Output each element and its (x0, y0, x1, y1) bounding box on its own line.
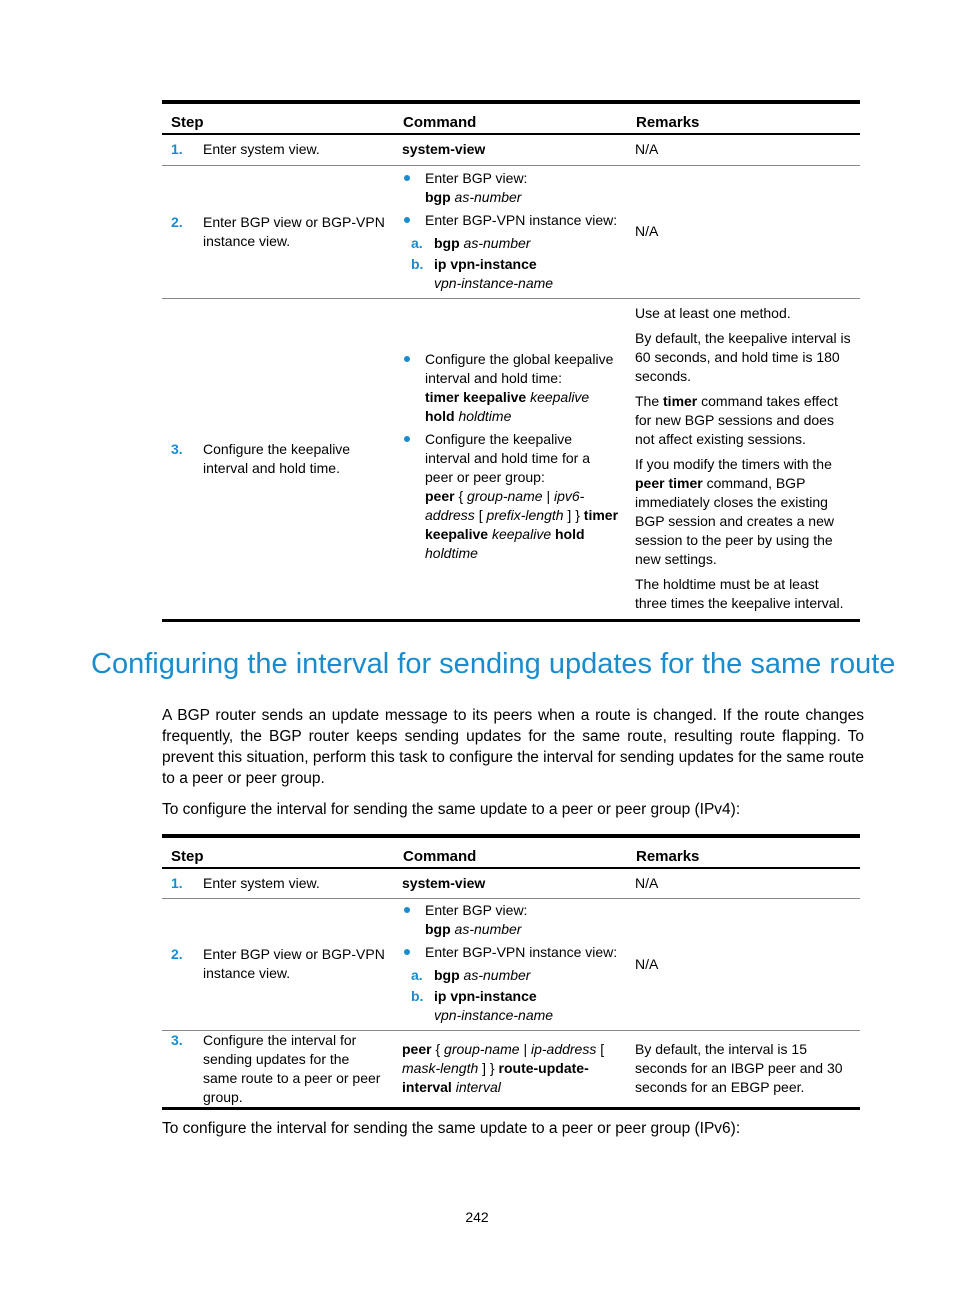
command-argument: as-number (463, 967, 531, 983)
header-command: Command (394, 836, 627, 868)
header-remarks: Remarks (627, 102, 860, 134)
remarks-text: N/A (635, 223, 659, 239)
table-row (162, 898, 860, 1030)
bullet-item: Enter BGP-VPN instance view: (402, 211, 621, 230)
header-step: Step (162, 836, 394, 868)
keepalive-config-table (162, 100, 860, 622)
header-command: Command (394, 102, 627, 134)
command-argument: vpn-instance-name (434, 274, 554, 291)
command-keyword: ip vpn-instance (434, 255, 537, 272)
page-number: 242 (465, 1209, 489, 1225)
sub-step: a. bgp as-number (411, 234, 531, 251)
header-remarks: Remarks (627, 836, 860, 868)
update-interval-table (162, 834, 860, 1110)
command-keyword: bgp (434, 967, 460, 983)
command-keyword: bgp (425, 921, 451, 937)
bullet-item: Enter BGP-VPN instance view: (402, 943, 621, 962)
bullet-item: Configure the global keepalive interval and hold time: timer keepalive keepalive hold holdtime (402, 350, 621, 426)
ipv4-intro-paragraph: To configure the interval for sending the same update to a peer or peer group (IPv4): (162, 801, 741, 818)
step-text: Enter system view. (203, 874, 320, 891)
sub-step: b. ip vpn-instance vpn-instance-name (411, 255, 554, 291)
bullet-item: Enter BGP view: bgp as-number (402, 169, 621, 207)
remarks-text: N/A (635, 955, 659, 972)
bullet-item: Enter BGP view: bgp as-number (402, 901, 621, 939)
step-number: 1. (171, 874, 183, 891)
step-text: Configure the keepalive interval and hold time. (203, 440, 351, 476)
command-syntax: peer { group-name | ip-address [ mask-length ] } route-update-interval interval (402, 1041, 605, 1095)
remarks-text: N/A (635, 874, 659, 891)
sub-step: b. ip vpn-instance vpn-instance-name (411, 988, 554, 1023)
command-argument: vpn-instance-name (434, 1007, 554, 1023)
table-row (162, 1030, 860, 1108)
command-keyword: bgp (425, 188, 451, 205)
table-row (162, 868, 860, 898)
section-heading: Configuring the interval for sending updates for the same route (91, 648, 896, 680)
command-keyword: bgp (434, 234, 460, 251)
ipv6-intro-paragraph: To configure the interval for sending the same update to a peer or peer group (IPv6): (162, 1120, 741, 1137)
step-text: Enter BGP view or BGP-VPN instance view. (203, 946, 385, 981)
step-text: Enter system view. (203, 141, 320, 158)
step-number: 2. (171, 946, 183, 962)
remarks-text: N/A (635, 141, 659, 158)
step-number: 3. (171, 1031, 183, 1048)
command-keyword: system-view (402, 874, 486, 891)
step-number: 1. (171, 141, 183, 158)
command-keyword: ip vpn-instance (434, 988, 537, 1004)
table-row (162, 165, 860, 298)
sub-step: a. bgp as-number (411, 967, 531, 983)
header-step: Step (162, 102, 394, 134)
command-keyword: system-view (402, 141, 486, 158)
remarks-text: Use at least one method. By default, the keepalive interval is 60 seconds, and hold time is 180 seconds. The timer command takes effect for new BGP sessions and does not affect existing sessions. If you modify the timers with the peer timer command, BGP immediately closes the existing BGP session and creates a new session to the peer by using the new settings. The holdtime must be at least three times the keepalive interval. (635, 305, 851, 611)
bullet-item: Configure the keepalive interval and hold time for a peer or peer group: peer { group-name | ipv6-address [ prefix-length ] } timer keepalive keepalive hold holdtime (402, 430, 621, 563)
table-header-row (162, 836, 860, 868)
command-argument: as-number (454, 921, 522, 937)
command-argument: as-number (463, 234, 531, 251)
command-argument: as-number (454, 188, 522, 205)
step-text: Enter BGP view or BGP-VPN instance view. (203, 213, 385, 249)
remarks-text: By default, the interval is 15 seconds for an IBGP peer and 30 seconds for an EBGP peer. (635, 1041, 843, 1095)
step-text: Configure the interval for sending updates for the same route to a peer or peer group. (203, 1031, 381, 1105)
table-row (162, 134, 860, 165)
intro-paragraph: A BGP router sends an update message to its peers when a route is changed. If the route changes frequently, the BGP router keeps sending updates for the same route, resulting route flapping. To prevent this situation, perform this task to configure the interval for sending updates for the same route to a peer or peer group. (162, 707, 864, 787)
step-number: 2. (171, 213, 183, 230)
table-row (162, 298, 860, 620)
step-number: 3. (171, 440, 183, 457)
table-header-row (162, 102, 860, 134)
